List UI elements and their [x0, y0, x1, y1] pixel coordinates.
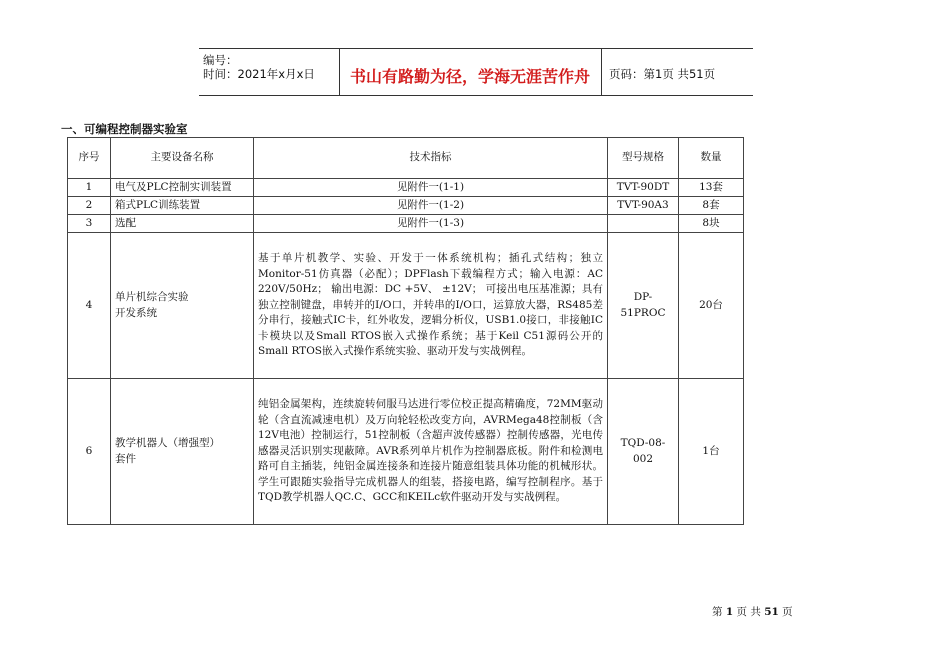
document-date-label: 时间：2021年x月x日 [203, 67, 315, 81]
row-qty: 13套 [679, 179, 744, 197]
header-page-number: 页码：第1页 共51页 [609, 67, 716, 81]
equipment-table [67, 137, 744, 525]
header-cell-qty: 数量 [679, 138, 744, 179]
row-name: 单片机综合实验 开发系统 [111, 233, 254, 379]
header-motto: 书山有路勤为径，学海无涯苦作舟 [349, 67, 590, 86]
header-cell-model: 型号规格 [608, 138, 679, 179]
footer-suffix: 页 [782, 606, 793, 618]
header-page-cell [601, 49, 753, 95]
header-cell-spec: 技术指标 [254, 138, 608, 179]
row-qty: 8套 [679, 197, 744, 215]
footer-total-pages: 51 [764, 606, 779, 618]
table-row [68, 233, 744, 379]
page-footer [712, 604, 793, 619]
row-qty: 1台 [679, 379, 744, 525]
row-name: 选配 [111, 215, 254, 233]
row-name: 电气及PLC控制实训装置 [111, 179, 254, 197]
header-cell-no: 序号 [68, 138, 111, 179]
row-model: TVT-90A3 [608, 197, 679, 215]
row-spec: 见附件一(1-3) [254, 215, 608, 233]
table-row [68, 197, 744, 215]
row-spec: 纯铝金属架构，连续旋转伺服马达进行零位校正提高精确度，72MM驱动轮（含直流减速电机）及万向轮轻松改变方向，AVRMega48控制板（含12V电池）控制运行，51控制板（含超声波传感器）控制传感器，光电传感器灵活识别实现蔽障。AVR系列单片机作为控制器底板。附件和检测电路可自主插装，纯铝金属连接条和连接片随意组装具体功能的机械形状。学生可跟随实验指导完成机器人的组装，搭接电路，编写控制程序。基于TQD教学机器人QC.C、GCC和KEILc软件驱动开发与实战例程。 [254, 379, 608, 525]
row-spec: 基于单片机教学、实验、开发于一体系统机构；插孔式结构；独立Monitor-51仿真器（必配）；DPFlash下载编程方式；输入电源：AC 220V/50Hz； 输出电源：DC +5V、 ±12V； 可接出电压基准源；具有独立控制键盘，串转并的I/O口，并转串的I/O口，运算放大器，RS485差分串行，接触式IC卡，红外收发，逻辑分析仪，USB1.0接口，非接触IC卡模块以及Small RTOS嵌入式操作系统；基于Keil C51源码公开的Small RTOS嵌入式操作系统实验、驱动开发与实战例程。 [254, 233, 608, 379]
row-name: 箱式PLC训练装置 [111, 197, 254, 215]
row-spec: 见附件一(1-1) [254, 179, 608, 197]
row-no: 2 [68, 197, 111, 215]
row-qty: 20台 [679, 233, 744, 379]
row-model: TQD-08- 002 [608, 379, 679, 525]
row-no: 4 [68, 233, 111, 379]
section-title: 一、可编程控制器实验室 [61, 122, 188, 136]
row-name: 教学机器人（增强型） 套件 [111, 379, 254, 525]
page-header [199, 48, 753, 96]
table-row [68, 379, 744, 525]
row-no: 3 [68, 215, 111, 233]
header-info-cell [199, 49, 340, 95]
row-model [608, 215, 679, 233]
footer-prefix: 第 [712, 606, 723, 618]
row-no: 1 [68, 179, 111, 197]
footer-middle: 页 共 [736, 606, 761, 618]
table-header-row [68, 138, 744, 179]
document-code-label: 编号： [203, 53, 238, 67]
row-model: DP-51PROC [608, 233, 679, 379]
row-qty: 8块 [679, 215, 744, 233]
row-no: 6 [68, 379, 111, 525]
table-row [68, 215, 744, 233]
footer-current-page: 1 [725, 606, 734, 618]
header-cell-name: 主要设备名称 [111, 138, 254, 179]
table-row [68, 179, 744, 197]
row-model: TVT-90DT [608, 179, 679, 197]
header-motto-cell [339, 49, 602, 95]
row-spec: 见附件一(1-2) [254, 197, 608, 215]
